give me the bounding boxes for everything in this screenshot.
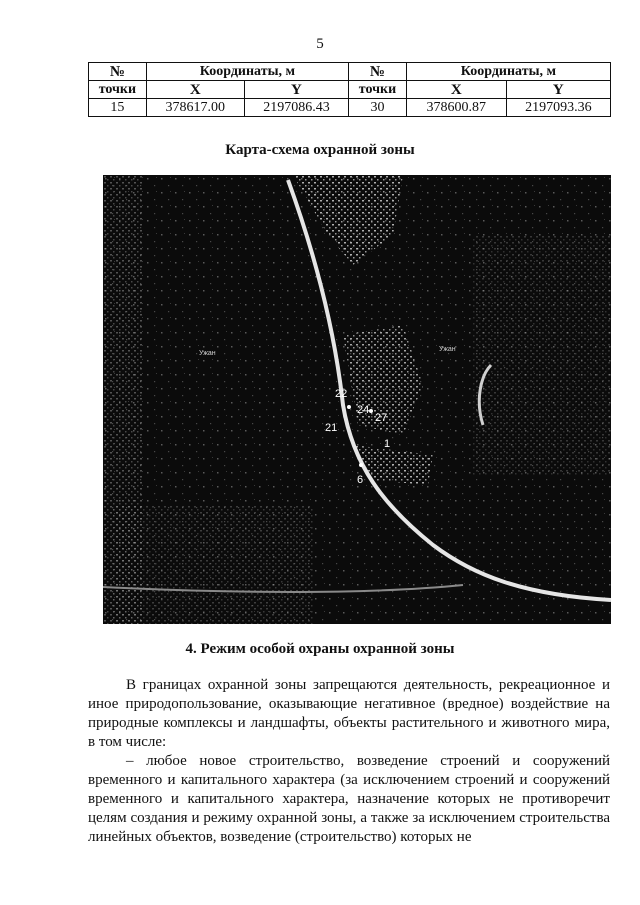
cell-x: 378600.87 xyxy=(406,99,506,117)
settlement-label: Ужан xyxy=(439,346,456,353)
header-x-left: X xyxy=(146,81,244,99)
map-point-label: 24 xyxy=(357,404,370,416)
header-point-left: точки xyxy=(89,81,147,99)
body-text xyxy=(88,676,610,847)
header-y-left: Y xyxy=(244,81,348,99)
map-point-label: 21 xyxy=(325,422,338,434)
map-scheme xyxy=(103,175,611,624)
header-no-right: № xyxy=(349,63,407,81)
header-x-right: X xyxy=(406,81,506,99)
header-coords-left: Координаты, м xyxy=(146,63,348,81)
cell-y: 2197086.43 xyxy=(244,99,348,117)
cell-no: 30 xyxy=(349,99,407,117)
map-point-label: 27 xyxy=(375,412,388,424)
coordinates-table xyxy=(88,62,611,117)
cell-no: 15 xyxy=(89,99,147,117)
map-point-label: 6 xyxy=(357,474,364,486)
settlement-label: Ужан xyxy=(199,350,216,357)
map-point-label: 22 xyxy=(335,388,348,400)
section-title: 4. Режим особой охраны охранной зоны xyxy=(185,641,455,657)
page-number: 5 xyxy=(316,36,324,52)
paragraph: – любое новое строительство, возведение строений и сооружений временного и капитального характера (за исключением строений и сооружений временного и капитального характера, назначение которых не противоречит целям создания и режиму охранной зоны, а также за исключением строительства линейных объектов, возведение (строительство) которых не xyxy=(88,753,610,845)
header-coords-right: Координаты, м xyxy=(406,63,610,81)
header-y-right: Y xyxy=(506,81,610,99)
map-point-label: 1 xyxy=(384,438,391,450)
map-title: Карта-схема охранной зоны xyxy=(225,142,415,158)
cell-y: 2197093.36 xyxy=(506,99,610,117)
cell-x: 378617.00 xyxy=(146,99,244,117)
header-point-right: точки xyxy=(349,81,407,99)
header-no-left: № xyxy=(89,63,147,81)
paragraph: В границах охранной зоны запрещаются деятельность, рекреационное и иное природопользование, оказывающие негативное (вредное) воздействие на природные комплексы и ландшафты, объекты растительного и животного мира, в том числе: xyxy=(88,677,610,750)
table-row xyxy=(89,99,611,117)
map-image xyxy=(103,175,611,624)
